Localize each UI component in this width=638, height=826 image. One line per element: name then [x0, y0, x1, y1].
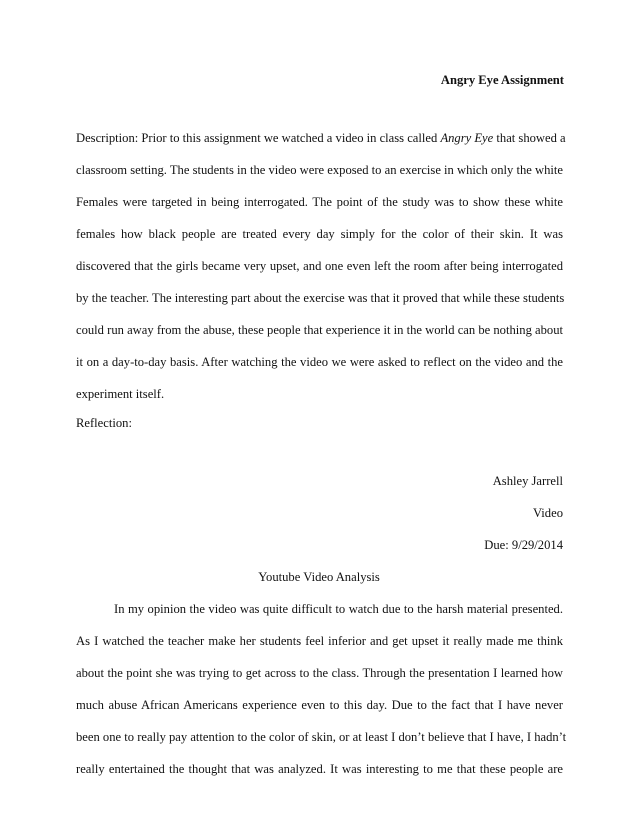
course-name: Video	[532, 506, 563, 520]
document-title: Angry Eye Assignment	[440, 73, 564, 87]
description-line: by the teacher. The interesting part about the exercise was that it proved that while these students	[76, 291, 565, 305]
description-line: females how black people are treated every day simply for the color of their skin. It was	[76, 227, 563, 241]
analysis-line: really entertained the thought that was analyzed. It was interesting to me that these people are	[76, 762, 563, 776]
description-text: that showed a	[493, 131, 566, 145]
analysis-line: In my opinion the video was quite difficult to watch due to the harsh material presented.	[114, 602, 563, 616]
description-line: experiment itself.	[76, 387, 165, 401]
description-line: Females were targeted in being interrogated. The point of the study was to show these white	[76, 195, 563, 209]
video-title: Angry Eye	[440, 131, 494, 145]
description-line: discovered that the girls became very upset, and one even left the room after being interrogated	[76, 259, 563, 273]
description-line: classroom setting. The students in the video were exposed to an exercise in which only the white	[76, 163, 563, 177]
analysis-line: been one to really pay attention to the color of skin, or at least I don’t believe that I have, I hadn’t	[76, 730, 567, 744]
analysis-line: much abuse African Americans experience even to this day. Due to the fact that I have never	[76, 698, 563, 712]
description-line: could run away from the abuse, these people that experience it in the world can be nothing about	[76, 323, 563, 337]
reflection-label: Reflection:	[76, 416, 132, 430]
description-line: it on a day-to-day basis. After watching the video we were asked to reflect on the video and the	[76, 355, 563, 369]
analysis-line: As I watched the teacher make her students feel inferior and get upset it really made me think	[76, 634, 563, 648]
analysis-title: Youtube Video Analysis	[258, 570, 380, 584]
author-name: Ashley Jarrell	[492, 474, 563, 488]
description-line-1	[76, 130, 566, 146]
analysis-line: about the point she was trying to get across to the class. Through the presentation I learned how	[76, 666, 563, 680]
due-date: Due: 9/29/2014	[484, 538, 563, 552]
description-text: Description: Prior to this assignment we watched a video in class called	[76, 131, 441, 145]
